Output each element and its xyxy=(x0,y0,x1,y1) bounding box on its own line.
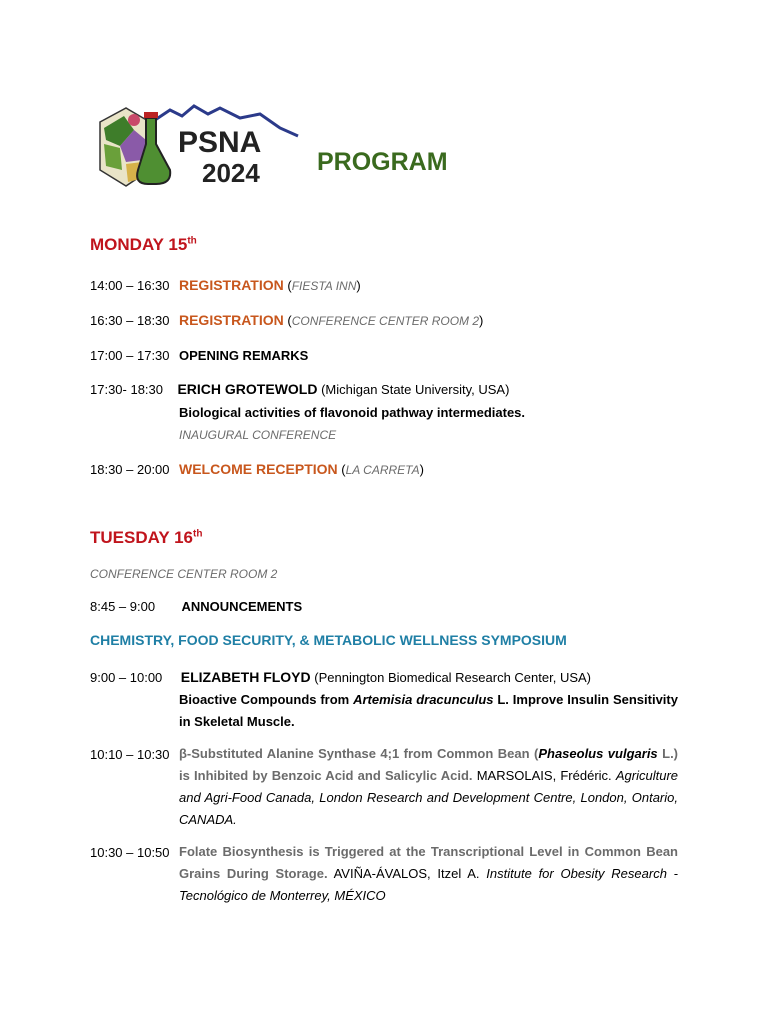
schedule-row xyxy=(90,347,308,365)
mosaic-lightgreen xyxy=(104,144,122,170)
author-name: AVIÑA-ÁVALOS, Itzel A. xyxy=(327,866,487,881)
mosaic-flower xyxy=(128,114,140,126)
flask-cap xyxy=(144,112,158,118)
day-heading-tuesday xyxy=(90,528,202,548)
time-slot: 18:30 – 20:00 xyxy=(90,462,170,477)
day-location: CONFERENCE CENTER ROOM 2 xyxy=(90,567,278,581)
event-location: CONFERENCE CENTER ROOM 2 xyxy=(291,314,480,328)
species-name: Artemisia dracunculus xyxy=(353,692,494,707)
talk-title: Biological activities of flavonoid pathway intermediates. xyxy=(179,405,526,420)
day-sup: th xyxy=(187,235,197,247)
logo-psna: PSNA xyxy=(178,126,262,159)
day-heading-monday xyxy=(90,235,197,255)
speaker-affiliation: (Michigan State University, USA) xyxy=(317,382,510,397)
time-slot: 10:30 – 10:50 xyxy=(90,845,170,860)
paren-close: ) xyxy=(356,278,361,293)
time-slot: 16:30 – 18:30 xyxy=(90,313,170,328)
event-location: FIESTA INN xyxy=(291,279,357,293)
schedule-row xyxy=(90,598,302,616)
talk-abstract-entry xyxy=(179,841,678,907)
event-title: ANNOUNCEMENTS xyxy=(181,599,303,614)
event-title: WELCOME RECEPTION xyxy=(178,461,338,477)
speaker-affiliation: (Pennington Biomedical Research Center, USA) xyxy=(310,670,592,685)
paren-open: ( xyxy=(283,278,292,293)
time-slot: 8:45 – 9:00 xyxy=(90,599,156,614)
schedule-row xyxy=(90,381,509,399)
time-slot: 9:00 – 10:00 xyxy=(90,670,163,685)
institution: Agriculture and Agri-Food Canada, London Research and Development Centre, London, Ontario, CANADA. xyxy=(179,768,678,827)
logo-year: 2024 xyxy=(202,158,260,188)
talk-abstract-entry xyxy=(179,743,678,831)
author-name: MARSOLAIS, Frédéric. xyxy=(472,768,616,783)
time-slot: 17:00 – 17:30 xyxy=(90,348,170,363)
talk-text: Bioactive Compounds from xyxy=(179,692,354,707)
day-sup: th xyxy=(193,528,203,540)
psna-logo xyxy=(90,100,300,192)
paren-close: ) xyxy=(419,462,424,477)
speaker-name: ERICH GROTEWOLD xyxy=(177,381,318,397)
schedule-row xyxy=(90,277,361,295)
speaker-name: ELIZABETH FLOYD xyxy=(180,669,311,685)
talk-title: L.) is Inhibited by Benzoic Acid and Salicylic Acid. xyxy=(179,746,679,783)
event-title: OPENING REMARKS xyxy=(178,348,309,363)
event-title: REGISTRATION xyxy=(178,312,284,328)
event-title: REGISTRATION xyxy=(178,277,284,293)
talk-title: β-Substituted Alanine Synthase 4;1 from Common Bean ( xyxy=(179,746,539,761)
paren-close: ) xyxy=(479,313,484,328)
schedule-row xyxy=(90,461,424,479)
talk-text: L. Improve Insulin Sensitivity in Skeletal Muscle. xyxy=(179,692,678,729)
event-location: LA CARRETA xyxy=(345,463,420,477)
paren-open: ( xyxy=(337,462,346,477)
institution: Institute for Obesity Research - Tecnológico de Monterrey, MÉXICO xyxy=(179,866,679,903)
talk-note: INAUGURAL CONFERENCE xyxy=(179,428,337,442)
species-name: Phaseolus vulgaris xyxy=(538,746,658,761)
talk-title xyxy=(179,689,678,733)
time-slot: 17:30- 18:30 xyxy=(90,382,164,397)
logo-graphic xyxy=(90,100,300,192)
page-title: PROGRAM xyxy=(317,148,448,176)
day-label: TUESDAY 16 xyxy=(90,528,193,547)
paren-open: ( xyxy=(283,313,292,328)
talk-title: Folate Biosynthesis is Triggered at the Transcriptional Level in Common Bean Grains During Storage. xyxy=(179,844,678,881)
schedule-row xyxy=(90,669,591,687)
day-label: MONDAY 15 xyxy=(90,235,188,254)
schedule-row xyxy=(90,312,483,330)
time-slot: 14:00 – 16:30 xyxy=(90,278,170,293)
symposium-title: CHEMISTRY, FOOD SECURITY, & METABOLIC WELLNESS SYMPOSIUM xyxy=(90,632,567,648)
time-slot: 10:10 – 10:30 xyxy=(90,747,170,762)
